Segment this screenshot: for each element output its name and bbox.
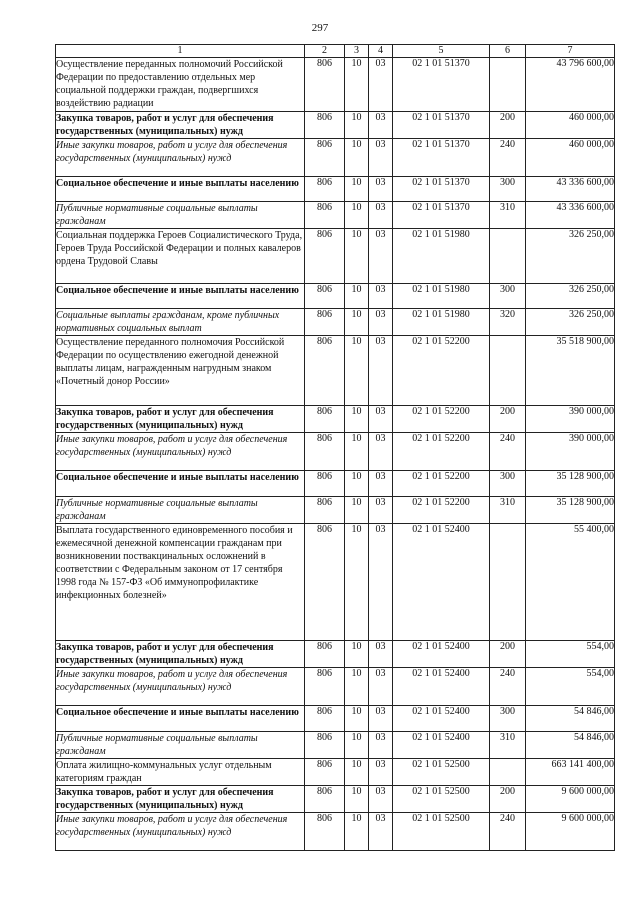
subsection-code: 03 <box>369 471 393 497</box>
budget-item-name: Социальное обеспечение и иные выплаты населению <box>56 471 305 497</box>
column-number: 1 <box>56 45 305 58</box>
subsection-code: 03 <box>369 786 393 813</box>
section-code: 10 <box>345 813 369 851</box>
ministry-code: 806 <box>305 813 345 851</box>
amount-value: 326 250,00 <box>526 284 615 309</box>
amount-value: 554,00 <box>526 668 615 706</box>
subsection-code: 03 <box>369 497 393 524</box>
ministry-code: 806 <box>305 732 345 759</box>
table-row <box>56 229 615 284</box>
subsection-code: 03 <box>369 202 393 229</box>
target-article-code: 02 1 01 51980 <box>393 309 490 336</box>
amount-value: 9 600 000,00 <box>526 813 615 851</box>
target-article-code: 02 1 01 52500 <box>393 813 490 851</box>
target-article-code: 02 1 01 52200 <box>393 433 490 471</box>
ministry-code: 806 <box>305 112 345 139</box>
target-article-code: 02 1 01 52200 <box>393 336 490 406</box>
ministry-code: 806 <box>305 309 345 336</box>
ministry-code: 806 <box>305 336 345 406</box>
ministry-code: 806 <box>305 668 345 706</box>
column-number: 6 <box>490 45 526 58</box>
target-article-code: 02 1 01 51370 <box>393 139 490 177</box>
table-row <box>56 524 615 641</box>
column-number: 7 <box>526 45 615 58</box>
column-number: 4 <box>369 45 393 58</box>
table-row <box>56 112 615 139</box>
budget-item-name: Иные закупки товаров, работ и услуг для обеспечения государственных (муниципальных) нужд <box>56 668 305 706</box>
budget-item-name: Социальные выплаты гражданам, кроме публичных нормативных социальных выплат <box>56 309 305 336</box>
subsection-code: 03 <box>369 759 393 786</box>
target-article-code: 02 1 01 52200 <box>393 471 490 497</box>
section-code: 10 <box>345 284 369 309</box>
ministry-code: 806 <box>305 786 345 813</box>
expense-type-code: 310 <box>490 497 526 524</box>
amount-value: 326 250,00 <box>526 229 615 284</box>
section-code: 10 <box>345 668 369 706</box>
target-article-code: 02 1 01 51980 <box>393 284 490 309</box>
budget-item-name: Публичные нормативные социальные выплаты гражданам <box>56 732 305 759</box>
table-row <box>56 139 615 177</box>
ministry-code: 806 <box>305 641 345 668</box>
subsection-code: 03 <box>369 229 393 284</box>
subsection-code: 03 <box>369 732 393 759</box>
subsection-code: 03 <box>369 336 393 406</box>
target-article-code: 02 1 01 52500 <box>393 786 490 813</box>
amount-value: 390 000,00 <box>526 406 615 433</box>
amount-value: 9 600 000,00 <box>526 786 615 813</box>
amount-value: 43 796 600,00 <box>526 58 615 112</box>
subsection-code: 03 <box>369 706 393 732</box>
budget-item-name: Иные закупки товаров, работ и услуг для обеспечения государственных (муниципальных) нужд <box>56 139 305 177</box>
ministry-code: 806 <box>305 497 345 524</box>
amount-value: 554,00 <box>526 641 615 668</box>
target-article-code: 02 1 01 52400 <box>393 732 490 759</box>
budget-item-name: Социальное обеспечение и иные выплаты населению <box>56 177 305 202</box>
table-row <box>56 336 615 406</box>
amount-value: 43 336 600,00 <box>526 202 615 229</box>
amount-value: 460 000,00 <box>526 139 615 177</box>
section-code: 10 <box>345 139 369 177</box>
expense-type-code: 200 <box>490 406 526 433</box>
table-row <box>56 58 615 112</box>
budget-item-name: Социальное обеспечение и иные выплаты населению <box>56 284 305 309</box>
table-row <box>56 786 615 813</box>
ministry-code: 806 <box>305 229 345 284</box>
target-article-code: 02 1 01 52200 <box>393 406 490 433</box>
subsection-code: 03 <box>369 139 393 177</box>
amount-value: 55 400,00 <box>526 524 615 641</box>
section-code: 10 <box>345 786 369 813</box>
section-code: 10 <box>345 58 369 112</box>
target-article-code: 02 1 01 52400 <box>393 706 490 732</box>
table-row <box>56 471 615 497</box>
ministry-code: 806 <box>305 202 345 229</box>
ministry-code: 806 <box>305 706 345 732</box>
expense-type-code: 240 <box>490 813 526 851</box>
section-code: 10 <box>345 497 369 524</box>
expense-type-code: 310 <box>490 732 526 759</box>
ministry-code: 806 <box>305 759 345 786</box>
ministry-code: 806 <box>305 524 345 641</box>
amount-value: 663 141 400,00 <box>526 759 615 786</box>
amount-value: 35 128 900,00 <box>526 497 615 524</box>
target-article-code: 02 1 01 51370 <box>393 202 490 229</box>
budget-item-name: Осуществление переданных полномочий Российской Федерации по предоставлению отдельных мер социальной поддержки граждан, подвергшихся воздействию радиации <box>56 58 305 112</box>
section-code: 10 <box>345 732 369 759</box>
table-row <box>56 406 615 433</box>
table-row <box>56 706 615 732</box>
table-row <box>56 668 615 706</box>
section-code: 10 <box>345 759 369 786</box>
section-code: 10 <box>345 336 369 406</box>
budget-item-name: Закупка товаров, работ и услуг для обеспечения государственных (муниципальных) нужд <box>56 112 305 139</box>
table-row <box>56 641 615 668</box>
subsection-code: 03 <box>369 433 393 471</box>
target-article-code: 02 1 01 52400 <box>393 668 490 706</box>
expense-type-code: 300 <box>490 706 526 732</box>
expense-type-code: 300 <box>490 177 526 202</box>
budget-item-name: Закупка товаров, работ и услуг для обеспечения государственных (муниципальных) нужд <box>56 406 305 433</box>
section-code: 10 <box>345 641 369 668</box>
target-article-code: 02 1 01 51370 <box>393 58 490 112</box>
ministry-code: 806 <box>305 177 345 202</box>
expense-type-code <box>490 759 526 786</box>
subsection-code: 03 <box>369 58 393 112</box>
subsection-code: 03 <box>369 524 393 641</box>
target-article-code: 02 1 01 52500 <box>393 759 490 786</box>
budget-item-name: Публичные нормативные социальные выплаты гражданам <box>56 202 305 229</box>
section-code: 10 <box>345 229 369 284</box>
amount-value: 326 250,00 <box>526 309 615 336</box>
budget-item-name: Закупка товаров, работ и услуг для обеспечения государственных (муниципальных) нужд <box>56 641 305 668</box>
table-row <box>56 497 615 524</box>
subsection-code: 03 <box>369 641 393 668</box>
table-row <box>56 732 615 759</box>
section-code: 10 <box>345 112 369 139</box>
target-article-code: 02 1 01 52400 <box>393 641 490 668</box>
section-code: 10 <box>345 309 369 336</box>
budget-item-name: Публичные нормативные социальные выплаты гражданам <box>56 497 305 524</box>
subsection-code: 03 <box>369 309 393 336</box>
budget-item-name: Закупка товаров, работ и услуг для обеспечения государственных (муниципальных) нужд <box>56 786 305 813</box>
target-article-code: 02 1 01 51980 <box>393 229 490 284</box>
expense-type-code <box>490 229 526 284</box>
budget-item-name: Оплата жилищно-коммунальных услуг отдельным категориям граждан <box>56 759 305 786</box>
subsection-code: 03 <box>369 284 393 309</box>
expense-type-code: 310 <box>490 202 526 229</box>
table-row <box>56 759 615 786</box>
expense-type-code <box>490 336 526 406</box>
expense-type-code: 200 <box>490 641 526 668</box>
expense-type-code: 200 <box>490 112 526 139</box>
section-code: 10 <box>345 406 369 433</box>
page-number: 297 <box>311 22 329 34</box>
budget-item-name: Иные закупки товаров, работ и услуг для обеспечения государственных (муниципальных) нужд <box>56 433 305 471</box>
table-row <box>56 177 615 202</box>
target-article-code: 02 1 01 51370 <box>393 112 490 139</box>
expense-type-code: 320 <box>490 309 526 336</box>
table-row <box>56 309 615 336</box>
expense-type-code: 300 <box>490 284 526 309</box>
ministry-code: 806 <box>305 284 345 309</box>
ministry-code: 806 <box>305 433 345 471</box>
target-article-code: 02 1 01 51370 <box>393 177 490 202</box>
expense-type-code: 240 <box>490 433 526 471</box>
subsection-code: 03 <box>369 813 393 851</box>
column-number: 5 <box>393 45 490 58</box>
target-article-code: 02 1 01 52400 <box>393 524 490 641</box>
amount-value: 54 846,00 <box>526 732 615 759</box>
amount-value: 35 518 900,00 <box>526 336 615 406</box>
ministry-code: 806 <box>305 471 345 497</box>
expense-type-code <box>490 58 526 112</box>
column-number: 3 <box>345 45 369 58</box>
table-row <box>56 202 615 229</box>
section-code: 10 <box>345 433 369 471</box>
subsection-code: 03 <box>369 668 393 706</box>
expense-type-code: 300 <box>490 471 526 497</box>
amount-value: 43 336 600,00 <box>526 177 615 202</box>
amount-value: 460 000,00 <box>526 112 615 139</box>
table-row <box>56 813 615 851</box>
ministry-code: 806 <box>305 58 345 112</box>
budget-item-name: Социальное обеспечение и иные выплаты населению <box>56 706 305 732</box>
table-row <box>56 433 615 471</box>
subsection-code: 03 <box>369 406 393 433</box>
budget-item-name: Выплата государственного единовременного пособия и ежемесячной денежной компенсации гражданам при возникновении поствакцинальных осложнений в соответствии с Федеральным законом от 17 сентября 1998 года № 157-ФЗ «Об иммунопрофилактике инфекционных болезней» <box>56 524 305 641</box>
column-number-header-row <box>56 45 615 58</box>
subsection-code: 03 <box>369 112 393 139</box>
expense-type-code: 200 <box>490 786 526 813</box>
amount-value: 54 846,00 <box>526 706 615 732</box>
amount-value: 390 000,00 <box>526 433 615 471</box>
target-article-code: 02 1 01 52200 <box>393 497 490 524</box>
budget-item-name: Иные закупки товаров, работ и услуг для обеспечения государственных (муниципальных) нужд <box>56 813 305 851</box>
section-code: 10 <box>345 471 369 497</box>
expense-type-code: 240 <box>490 668 526 706</box>
section-code: 10 <box>345 524 369 641</box>
column-number: 2 <box>305 45 345 58</box>
budget-item-name: Социальная поддержка Героев Социалистического Труда, Героев Труда Российской Федерации и полных кавалеров ордена Трудовой Славы <box>56 229 305 284</box>
expense-type-code: 240 <box>490 139 526 177</box>
subsection-code: 03 <box>369 177 393 202</box>
section-code: 10 <box>345 177 369 202</box>
amount-value: 35 128 900,00 <box>526 471 615 497</box>
budget-table <box>55 44 615 851</box>
ministry-code: 806 <box>305 406 345 433</box>
ministry-code: 806 <box>305 139 345 177</box>
section-code: 10 <box>345 706 369 732</box>
section-code: 10 <box>345 202 369 229</box>
table-row <box>56 284 615 309</box>
budget-item-name: Осуществление переданного полномочия Российской Федерации по осуществлению ежегодной денежной выплаты лицам, награжденным нагрудным знаком «Почетный донор России» <box>56 336 305 406</box>
expense-type-code <box>490 524 526 641</box>
